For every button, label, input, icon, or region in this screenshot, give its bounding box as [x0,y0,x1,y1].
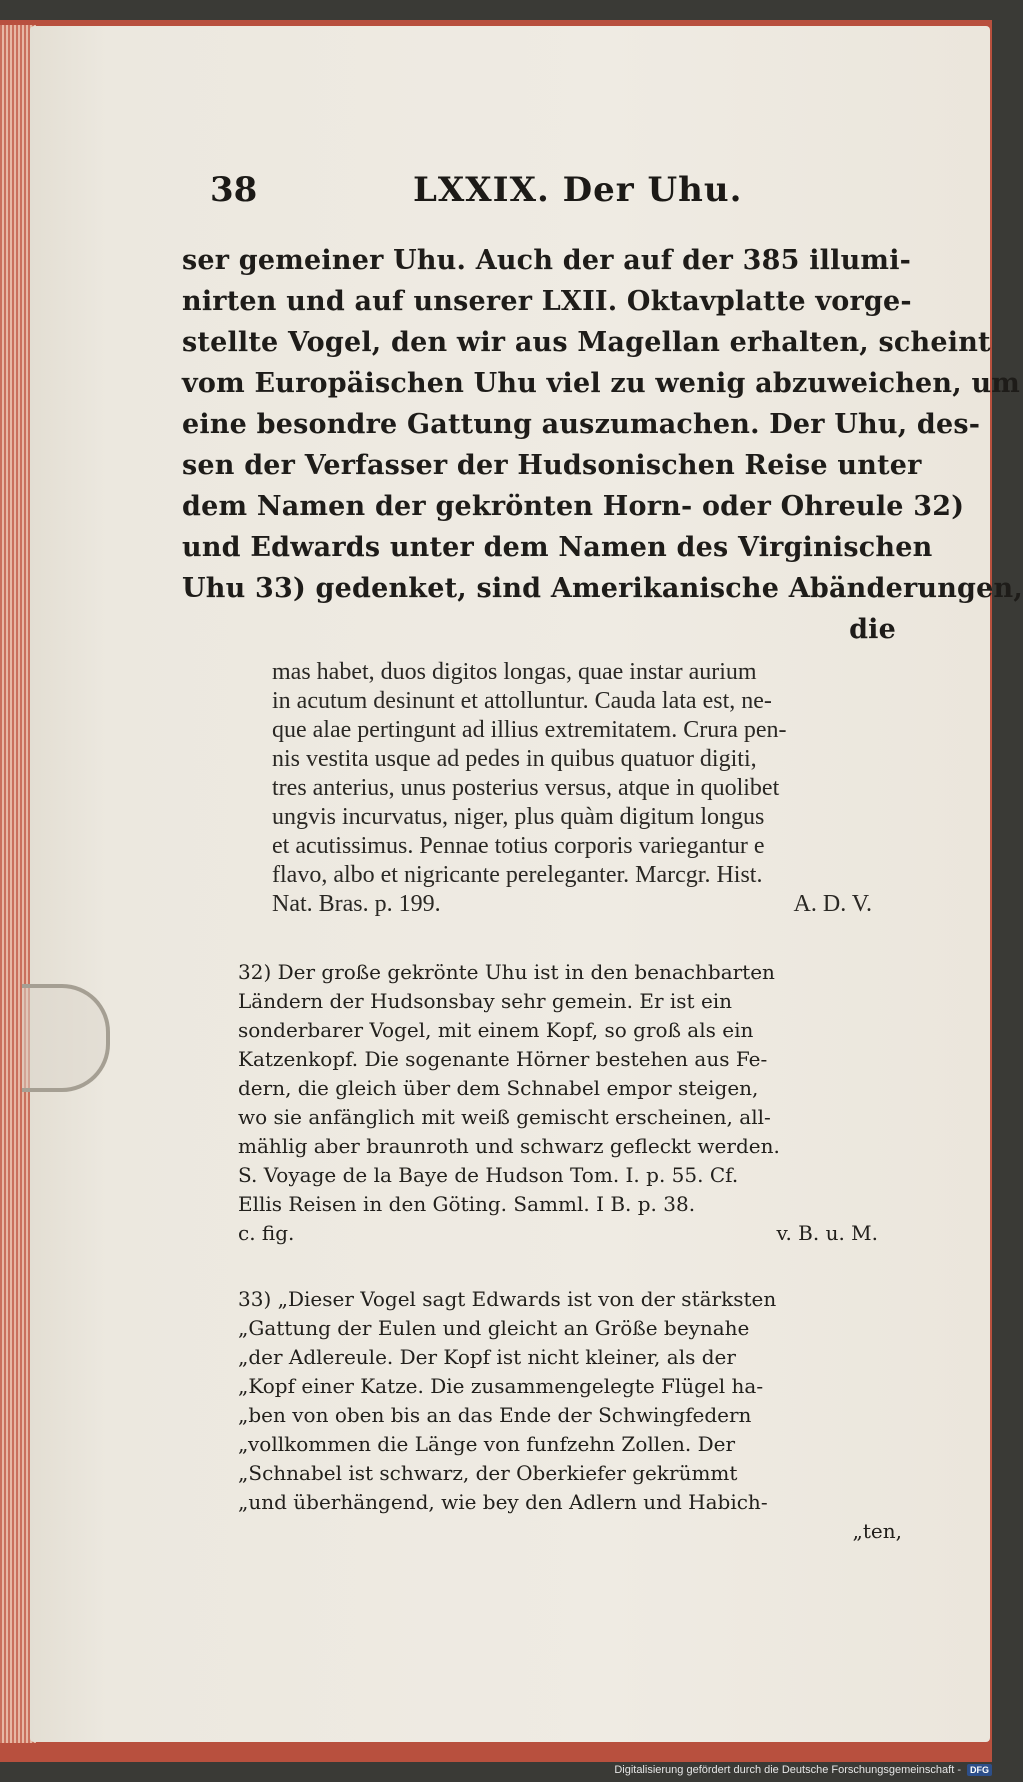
paper-clip [22,984,110,1092]
footnote-line: wo sie anfänglich mit weiß gemischt erscheinen, all- [238,1105,771,1129]
footnote-line: „ben von oben bis an das Ende der Schwingfedern [238,1403,752,1427]
text-line: sen der Verfasser der Hudsonischen Reise unter [182,450,922,481]
catchword: „ten, [852,1519,902,1543]
footnote-citation: c. fig. [238,1221,295,1245]
page-header [180,150,890,220]
footnote-line: tres anterius, unus posterius versus, atque in quolibet [272,775,780,801]
footnote-line: ungvis incurvatus, niger, plus quàm digitum longus [272,804,765,830]
footnote-line: que alae pertingunt ad illius extremitatem. Crura pen- [272,717,787,743]
footnote-line: „der Adlereule. Der Kopf ist nicht kleiner, als der [238,1345,736,1369]
dfg-logo-icon: DFG [967,1764,992,1776]
footnote-line: flavo, albo et nigricante pereleganter. Marcgr. Hist. [272,862,763,888]
footnote-line: Ellis Reisen in den Göting. Samml. I B. p. 38. [238,1192,696,1216]
footnote-33 [238,1285,918,1546]
text-line: ser gemeiner Uhu. Auch der auf der 385 illumi- [182,245,912,276]
running-title: LXXIX. Der Uhu. [413,170,743,210]
footnote-last-line [238,1219,918,1248]
footnote-line: 33) „Dieser Vogel sagt Edwards ist von der stärksten [238,1287,777,1311]
footnote-line: „Kopf einer Katze. Die zusammengelegte Flügel ha- [238,1374,764,1398]
catchword: die [849,614,896,645]
text-line: vom Europäischen Uhu viel zu wenig abzuweichen, um [182,368,1021,399]
footer-text: Digitalisierung gefördert durch die Deutsche Forschungsgemeinschaft - [614,1764,961,1776]
text-line: eine besondre Gattung auszumachen. Der Uhu, des- [182,409,981,440]
digitization-footer [614,1762,992,1778]
footnote-line: „und überhängend, wie bey den Adlern und Habich- [238,1490,768,1514]
footnote-line: S. Voyage de la Baye de Hudson Tom. I. p. 55. Cf. [238,1163,739,1187]
text-line: Uhu 33) gedenket, sind Amerikanische Abänderungen, [182,573,1023,604]
footnote-line: sonderbarer Vogel, mit einem Kopf, so groß als ein [238,1018,754,1042]
footnote-last-line [272,890,912,919]
text-line: nirten und auf unserer LXII. Oktavplatte vorge- [182,286,912,317]
page-number: 38 [210,170,258,210]
footnote-line: „Schnabel ist schwarz, der Oberkiefer gekrümmt [238,1461,738,1485]
footnote-line: dern, die gleich über dem Schnabel empor steigen, [238,1076,759,1100]
footnote-line: „vollkommen die Länge von funfzehn Zollen. Der [238,1432,736,1456]
text-line: stellte Vogel, den wir aus Magellan erhalten, scheint [182,327,991,358]
text-line: dem Namen der gekrönten Horn- oder Ohreule 32) [182,491,965,522]
footnote-line: „Gattung der Eulen und gleicht an Größe beynahe [238,1316,750,1340]
footnote-32 [238,958,918,1248]
main-text [182,240,1023,650]
footnote-citation: Nat. Bras. p. 199. [272,891,441,917]
footnote-line: in acutum desinunt et attolluntur. Cauda lata est, ne- [272,688,772,714]
footnote-signature: A. D. V. [793,891,872,917]
footnote-line: Katzenkopf. Die sogenante Hörner bestehen aus Fe- [238,1047,768,1071]
footnote-line: 32) Der große gekrönte Uhu ist in den benachbarten [238,960,775,984]
latin-footnote [272,658,912,919]
text-line: und Edwards unter dem Namen des Virginischen [182,532,933,563]
footnote-line: et acutissimus. Pennae totius corporis variegantur e [272,833,765,859]
footnote-signature: v. B. u. M. [776,1221,878,1245]
footnote-line: nis vestita usque ad pedes in quibus quatuor digiti, [272,746,757,772]
footnote-line: Ländern der Hudsonsbay sehr gemein. Er ist ein [238,989,733,1013]
footnote-line: mas habet, duos digitos longas, quae instar aurium [272,659,757,685]
footnote-line: mählig aber braunroth und schwarz gefleckt werden. [238,1134,780,1158]
